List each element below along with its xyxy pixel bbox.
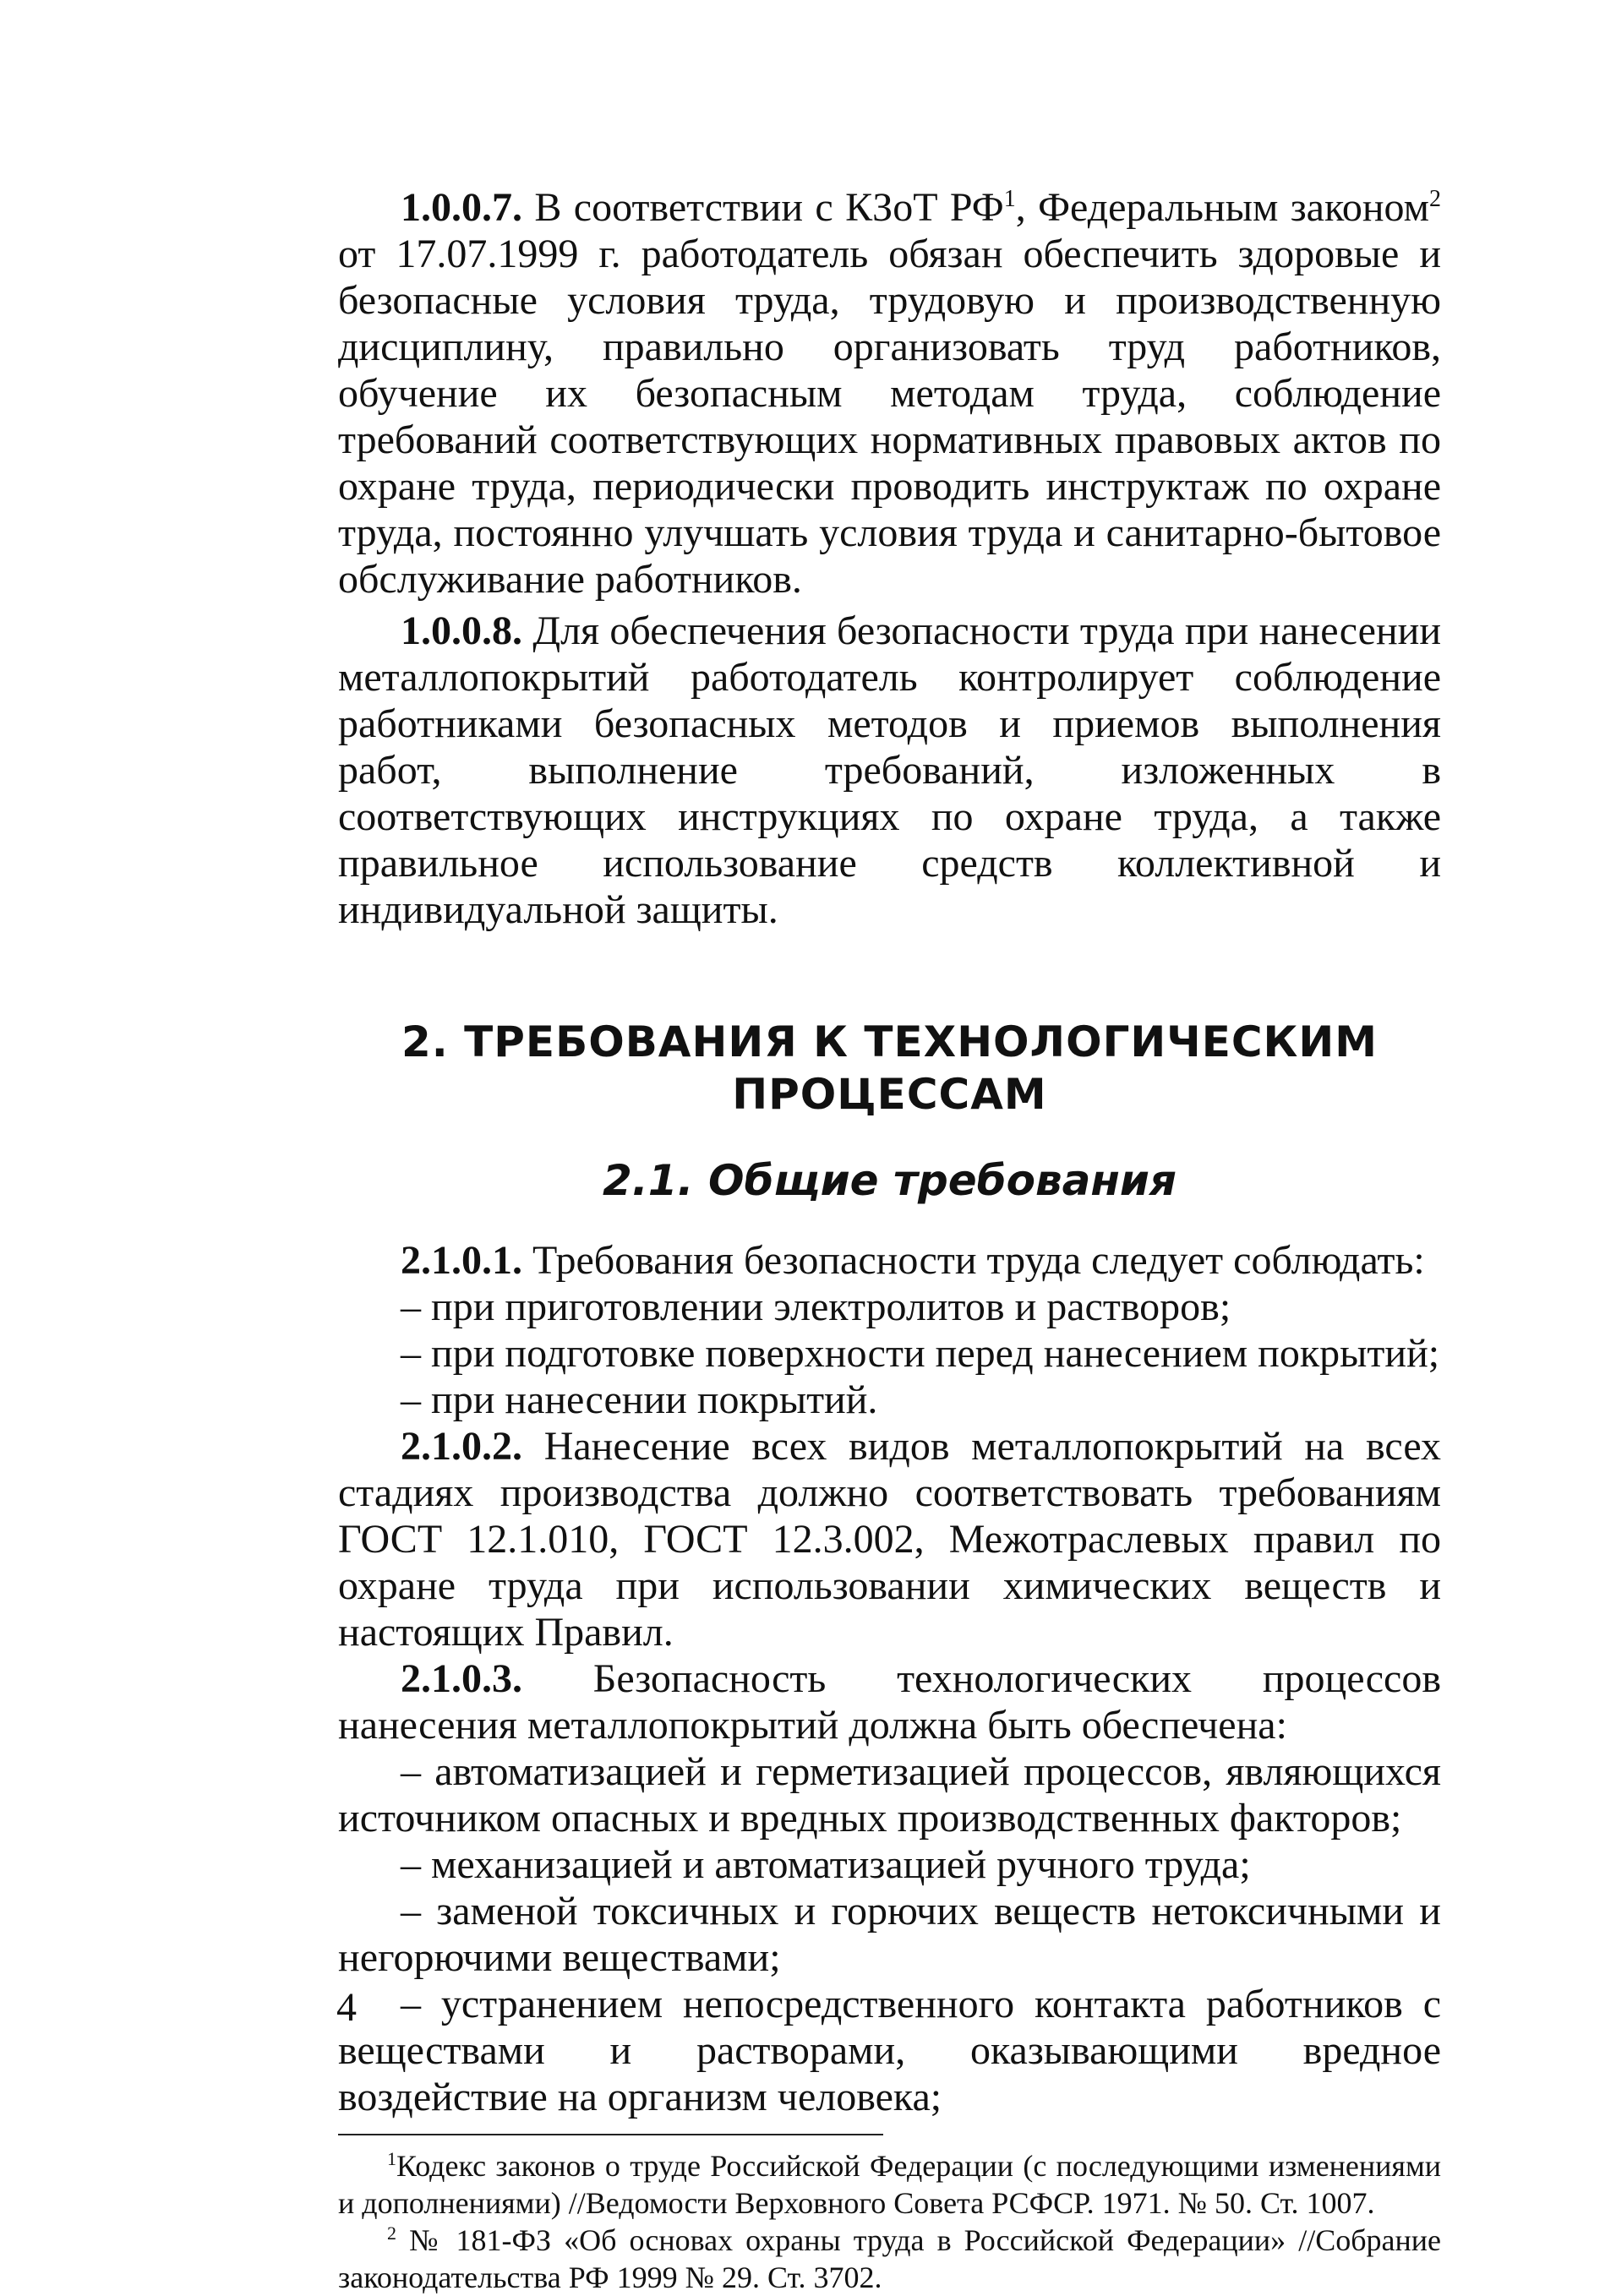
page-content (338, 184, 1441, 2296)
list-item: – при подготовке поверхности перед нанесением покрытий; (401, 1331, 1440, 1376)
footnote-text: Кодекс законов о труде Российской Федерации (с последующими изменениями и дополнениями) //Ведомости Верховного Совета РСФСР. 1971. № 50. Ст. 1007. (338, 2149, 1441, 2220)
page-number: 4 (336, 1985, 357, 2030)
paragraph-text: В соответствии с КЗоТ РФ (522, 185, 1004, 230)
list-item: – автоматизацией и герметизацией процессов, являющихся источником опасных и вредных производственных факторов; (338, 1749, 1441, 1841)
list-item: – устранением непосредственного контакта работников с веществами и растворами, оказывающими вредное воздействие на организм человека; (338, 1982, 1441, 2119)
footnote-ref-2: 2 (1429, 186, 1442, 212)
footnote-2 (338, 2222, 1441, 2296)
paragraph-text: Требования безопасности труда следует соблюдать: (522, 1238, 1425, 1283)
clause-number: 1.0.0.8. (401, 608, 522, 653)
paragraph-text: Безопасность технологических процессов нанесения металлопокрытий должна быть обеспечена: (338, 1656, 1441, 1748)
list-item: – механизацией и автоматизацией ручного труда; (401, 1842, 1251, 1887)
clause-number: 1.0.0.7. (401, 185, 522, 230)
paragraph-1-0-0-8 (338, 608, 1441, 933)
list-item: – при нанесении покрытий. (401, 1377, 878, 1422)
section-title-line-1: 2. ТРЕБОВАНИЯ К ТЕХНОЛОГИЧЕСКИМ (401, 1017, 1379, 1066)
footnote-ref-1: 1 (1003, 186, 1016, 212)
list-item: – при приготовлении электролитов и растворов; (401, 1284, 1231, 1329)
paragraph-text: от 17.07.1999 г. работодатель обязан обеспечить здоровые и безопасные условия труда, трудовую и производственную дисциплину, правильно организовать труд работников, обучение их безопасным методам труда, соблюдение требований соответствующих нормативных правовых актов по охране труда, периодически проводить инструктаж по охране труда, постоянно улучшать условия труда и санитарно-бытовое обслуживание работников. (338, 232, 1441, 602)
footnote-divider (338, 2134, 883, 2135)
footnote-1 (338, 2147, 1441, 2222)
clause-number: 2.1.0.1. (401, 1238, 522, 1283)
footnote-mark: 2 (387, 2222, 396, 2244)
paragraph-text: Нанесение всех видов металлопокрытий на всех стадиях производства должно соответствовать требованиям ГОСТ 12.1.010, ГОСТ 12.3.002, Межотраслевых правил по охране труда при использовании химических веществ и настоящих Правил. (338, 1424, 1441, 1655)
paragraph-2-1-0-2 (338, 1423, 1441, 1655)
section-title-line-2: ПРОЦЕССАМ (732, 1070, 1047, 1119)
paragraph-1-0-0-7 (338, 184, 1441, 603)
clause-number: 2.1.0.3. (401, 1656, 522, 1701)
paragraph-text: , Федеральным законом (1015, 185, 1430, 230)
paragraph-2-1-0-3 (338, 1655, 1441, 1748)
section-title (338, 1016, 1441, 1121)
footnote-text: № 181-ФЗ «Об основах охраны труда в Российской Федерации» //Собрание законодательства РФ 1999 № 29. Ст. 3702. (338, 2223, 1442, 2294)
subsection-title: 2.1. Общие требования (602, 1156, 1177, 1205)
list-item: – заменой токсичных и горючих веществ нетоксичными и негорючими веществами; (338, 1889, 1441, 1980)
paragraph-2-1-0-1 (338, 1237, 1441, 1284)
clause-number: 2.1.0.2. (401, 1424, 522, 1469)
footnote-mark: 1 (387, 2148, 396, 2169)
paragraph-text: Для обеспечения безопасности труда при нанесении металлопокрытий работодатель контролирует соблюдение работниками безопасных методов и приемов выполнения работ, выполнение требований, изложенных в соответствующих инструкциях по охране труда, а также правильное использование средств коллективной и индивидуальной защиты. (338, 608, 1441, 932)
